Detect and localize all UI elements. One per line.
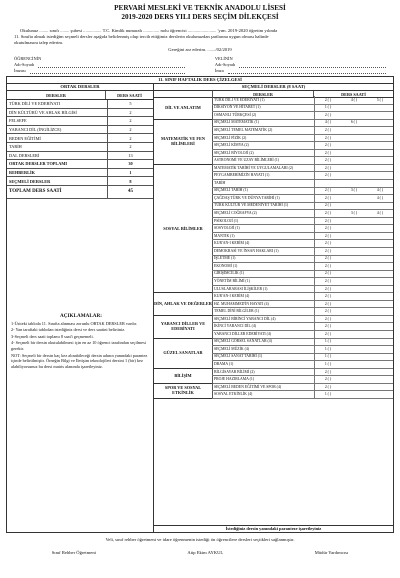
elective-course-name: PSİKOLOJİ (1) bbox=[212, 217, 315, 225]
elective-course-name: İŞLETME (1) bbox=[212, 255, 315, 263]
elective-hour-options bbox=[315, 126, 393, 134]
elective-hour-options bbox=[315, 247, 393, 255]
hour-checkbox[interactable]: 2 ( ) bbox=[324, 135, 332, 140]
hour-checkbox[interactable]: 1 ( ) bbox=[324, 362, 332, 367]
hour-checkbox[interactable]: 1 ( ) bbox=[324, 392, 332, 397]
elective-hour-options bbox=[315, 323, 393, 331]
elective-hour-options bbox=[315, 194, 393, 202]
elective-course-name: KUR'AN-I KERİM (4) bbox=[212, 292, 315, 300]
footnote: Veli, sınıf rehber öğretmeni ve idare öğrenmenin istediği ön öğrencilere dersleri seçtikleri sağlanmıştır. bbox=[105, 537, 295, 542]
elective-course-name: TARİH bbox=[212, 179, 315, 187]
total-hours-label: TOPLAM DERS SAATİ bbox=[7, 186, 108, 198]
hour-checkbox[interactable]: 3 ( ) bbox=[350, 188, 358, 193]
elective-courses-panel bbox=[154, 84, 393, 532]
elective-hour-options bbox=[315, 390, 393, 398]
hour-checkbox[interactable]: 2 ( ) bbox=[324, 256, 332, 261]
elective-course-name: PROJE HAZIRLAMA (1) bbox=[212, 375, 315, 383]
course-hours: 2 bbox=[129, 135, 132, 141]
course-hours: 8 bbox=[129, 178, 132, 184]
elective-course-name: EKONOMİ (1) bbox=[212, 262, 315, 270]
schedule-table bbox=[6, 84, 394, 533]
elective-course-name: SEÇMELİ TEMEL MATEMATİK (2) bbox=[212, 126, 315, 134]
course-name: SEÇMELİ DERSLER bbox=[7, 177, 108, 185]
elective-hour-options bbox=[315, 119, 393, 127]
hour-checkbox[interactable]: 2 ( ) bbox=[324, 384, 332, 389]
hour-checkbox[interactable]: 1 ( ) bbox=[324, 346, 332, 351]
hour-checkbox[interactable]: 2 ( ) bbox=[324, 331, 332, 336]
elective-hour-options bbox=[315, 368, 393, 376]
hour-checkbox[interactable]: 6 ( ) bbox=[350, 120, 358, 125]
elective-hour-options bbox=[315, 292, 393, 300]
hour-checkbox[interactable]: 4 ( ) bbox=[324, 120, 332, 125]
parent-sign-field[interactable] bbox=[228, 68, 386, 74]
elective-hour-options bbox=[315, 375, 393, 383]
elective-course-name: YÖNETİM BİLİMİ (1) bbox=[212, 277, 315, 285]
elective-course-name: SEÇMELİ COĞRAFYA (2) bbox=[212, 209, 315, 217]
elective-course-name: SEÇMELİ BİRİNCİ YABANCI DİL (4) bbox=[212, 315, 315, 323]
hour-checkbox[interactable]: 1 ( ) bbox=[324, 105, 332, 110]
form-title: 2019-2020 DERS YILI DERS SEÇİM DİLEKÇESİ bbox=[121, 13, 279, 21]
hour-checkbox[interactable]: 2 ( ) bbox=[324, 233, 332, 238]
course-name: DİN KÜLTÜRÜ VE AHLAK BİLGİSİ bbox=[7, 109, 108, 117]
intro-line-2: 11. Sınıfta almak istediğim seçmeli dersler aşağıda belirlenmiş olup tercih ettiğimiz derslerin okulunuzdan şartlarına uygun olması halinde bbox=[14, 34, 269, 39]
parent-sign-label: İmza bbox=[214, 68, 224, 73]
hour-checkbox[interactable]: 3 ( ) bbox=[350, 211, 358, 216]
elective-course-name: SOSYAL ETKİNLİK (4) bbox=[212, 390, 315, 398]
elective-course-name: PEYGAMBERİMİZİN HAYATI (1) bbox=[212, 172, 315, 180]
elective-course-name: İKİNCİ YABANCI DİL (4) bbox=[212, 323, 315, 331]
course-hours: 2 bbox=[129, 127, 132, 133]
elective-hour-options bbox=[315, 300, 393, 308]
common-course-row bbox=[7, 169, 153, 178]
hour-checkbox[interactable]: 2 ( ) bbox=[324, 150, 332, 155]
note-item: 2- Yan taraftaki tablodan istediğiniz dersi ve ders saatini belirtiniz. bbox=[11, 327, 126, 333]
common-courses-colheads bbox=[7, 91, 153, 100]
course-name: YABANCI DİL (İNGİLİZCE) bbox=[7, 126, 108, 134]
intro-line-1: Okulunuz ........ sınıfı ........ şubesi ................ T.C. Kimlik numaralı .............. nolu öğrencisi ......................... 'yım. 2019-2020 öğretim yılında bbox=[20, 28, 278, 33]
course-hours: 2 bbox=[129, 144, 132, 150]
elective-hour-options bbox=[315, 285, 393, 293]
instruction-footer: İstediğiniz dersin yanındaki paranteze işaretleyiniz bbox=[154, 525, 393, 532]
elective-hour-options bbox=[315, 134, 393, 142]
elective-hour-options bbox=[315, 179, 393, 187]
hour-checkbox[interactable]: 2 ( ) bbox=[324, 112, 332, 117]
elective-course-name: MATEMATİK TARİHİ VE UYGULAMALARI (2) bbox=[212, 164, 315, 172]
col-elective-hours: DERS SAATİ bbox=[341, 91, 366, 97]
elective-category: YABANCI DİLLER VE EDEBİYATI bbox=[154, 315, 213, 339]
note-item: NOT: Seçmeli bir dersin kaç kez alınabileceği dersin adının yanındaki parantez içinde belirtilmiştir. Örneğin Bilgi ve İletişim teknolojileri dersini 1 (bir) kez alabiliyorsunuz bu dersi matris alanında işaretleyiniz. bbox=[11, 352, 148, 369]
hour-checkbox[interactable]: 2 ( ) bbox=[324, 97, 332, 102]
teacher-label: Sınıf Rehber Öğretmeni bbox=[51, 550, 96, 555]
hour-checkbox[interactable]: 2 ( ) bbox=[324, 127, 332, 132]
staff-name: Atip Ekim AYKUL bbox=[187, 550, 224, 555]
elective-course-name: SEÇMELİ SANAT TARİHİ (1) bbox=[212, 353, 315, 361]
total-hours-value: 45 bbox=[128, 189, 133, 195]
hour-checkbox[interactable]: 2 ( ) bbox=[324, 226, 332, 231]
elective-course-name: GİRİŞİMCİLİK (1) bbox=[212, 270, 315, 278]
common-course-row bbox=[7, 100, 153, 109]
hour-checkbox[interactable]: 5 ( ) bbox=[376, 97, 384, 102]
course-name: TÜRK DİLİ VE EDEBİYATI bbox=[7, 100, 108, 108]
course-hours: 5 bbox=[129, 101, 132, 107]
hour-checkbox[interactable]: 2 ( ) bbox=[324, 263, 332, 268]
hour-checkbox[interactable]: 2 ( ) bbox=[324, 309, 332, 314]
common-courses-header: ORTAK DERSLER bbox=[7, 84, 153, 91]
elective-hour-options bbox=[315, 307, 393, 315]
elective-course-name: KUR'AN-I KERİM (4) bbox=[212, 239, 315, 247]
col-hours: DERS SAATİ bbox=[117, 92, 142, 98]
elective-hour-options bbox=[315, 232, 393, 240]
elective-hour-options bbox=[315, 156, 393, 164]
signature-block bbox=[6, 56, 394, 74]
notes-section bbox=[11, 314, 151, 370]
school-title: PERVARİ MESLEKİ VE TEKNİK ANADOLU LİSESİ bbox=[114, 4, 286, 12]
course-name: BEDEN EĞİTİMİ bbox=[7, 134, 108, 142]
elective-hour-options bbox=[315, 353, 393, 361]
hour-checkbox[interactable]: 2 ( ) bbox=[324, 324, 332, 329]
elective-hour-options bbox=[315, 262, 393, 270]
elective-course-row bbox=[212, 390, 393, 399]
elective-course-name: SEÇMELİ MÜZİK (4) bbox=[212, 345, 315, 353]
elective-category: DİL VE ANLATIM bbox=[154, 96, 213, 120]
intro-line-3: okutulmasını talep ederim. bbox=[14, 40, 64, 45]
elective-category: DİN, AHLAK VE DEĞERLER bbox=[154, 292, 213, 316]
common-course-row bbox=[7, 152, 153, 161]
course-name: TARİH bbox=[7, 143, 108, 151]
course-name: DAL DERSLERİ bbox=[7, 152, 108, 160]
common-course-row bbox=[7, 109, 153, 118]
course-hours: 2 bbox=[129, 118, 132, 124]
elective-course-name: SEÇMELİ GÖRSEL SANATLAR (4) bbox=[212, 338, 315, 346]
hour-checkbox[interactable]: 2 ( ) bbox=[324, 158, 332, 163]
common-course-row bbox=[7, 160, 153, 169]
hour-checkbox[interactable]: 2 ( ) bbox=[324, 294, 332, 299]
request-date: Gereğini arz ederim. ......./02/2019 bbox=[168, 47, 232, 52]
elective-course-name: ÇAĞDAŞ TÜRK VE DÜNYA TARİHİ (1) bbox=[212, 194, 315, 202]
elective-courses-header: SEÇMELİ DERSLER (8 SAAT) bbox=[154, 84, 393, 91]
course-hours: 13 bbox=[128, 152, 133, 158]
elective-hour-options bbox=[315, 172, 393, 180]
elective-hour-options bbox=[315, 104, 393, 112]
parent-signature bbox=[215, 56, 386, 74]
elective-hour-options bbox=[315, 338, 393, 346]
hour-checkbox[interactable]: 2 ( ) bbox=[324, 301, 332, 306]
elective-hour-options bbox=[315, 360, 393, 368]
elective-course-name: MANTIK (1) bbox=[212, 232, 315, 240]
elective-hour-options bbox=[315, 202, 393, 210]
common-course-row bbox=[7, 134, 153, 143]
common-courses-panel bbox=[7, 84, 154, 532]
elective-course-name: TÜRK DİLİ VE EDEBİYATI (1) bbox=[212, 96, 315, 104]
hour-checkbox[interactable]: 2 ( ) bbox=[324, 377, 332, 382]
elective-category: SPOR VE SOSYAL ETKİNLİK bbox=[154, 383, 213, 399]
note-item: 3-Seçmeli ders saati toplamı 8 saat'i geçmemeli. bbox=[11, 333, 94, 339]
elective-hour-options bbox=[315, 383, 393, 391]
elective-course-name: OSMANLI TÜRKÇESİ (2) bbox=[212, 111, 315, 119]
elective-hour-options bbox=[315, 217, 393, 225]
hour-checkbox[interactable]: 2 ( ) bbox=[324, 211, 332, 216]
bottom-signatures bbox=[6, 550, 394, 555]
hour-checkbox[interactable]: 2 ( ) bbox=[324, 143, 332, 148]
elective-course-name: SEÇMELİ BİYOLOJİ (2) bbox=[212, 149, 315, 157]
elective-course-name: YABANCI DİLLER EDEBİYATI (4) bbox=[212, 330, 315, 338]
elective-course-name: SEÇMELİ MATEMATİK (1) bbox=[212, 119, 315, 127]
elective-hour-options bbox=[315, 187, 393, 195]
elective-hour-options bbox=[315, 209, 393, 217]
elective-course-name: SEÇMELİ BEDEN EĞİTİMİ VE SPOR (4) bbox=[212, 383, 315, 391]
hour-checkbox[interactable]: 2 ( ) bbox=[324, 286, 332, 291]
hour-checkbox[interactable]: 2 ( ) bbox=[324, 218, 332, 223]
elective-course-name: SEÇMELİ TARİH (1) bbox=[212, 187, 315, 195]
hour-checkbox[interactable]: 1 ( ) bbox=[324, 339, 332, 344]
hour-checkbox[interactable]: 4 ( ) bbox=[376, 195, 384, 200]
hour-checkbox[interactable]: 2 ( ) bbox=[324, 165, 332, 170]
course-hours: 1 bbox=[129, 170, 132, 176]
hour-checkbox[interactable]: 2 ( ) bbox=[324, 316, 332, 321]
hour-checkbox[interactable]: 2 ( ) bbox=[324, 271, 332, 276]
parent-label: VELİNİN bbox=[214, 56, 233, 61]
elective-hour-options bbox=[315, 277, 393, 285]
elective-course-name: TÜRK KÜLTÜR VE MEDENİYET TARİHİ (1) bbox=[212, 202, 315, 210]
hour-checkbox[interactable]: 2 ( ) bbox=[324, 195, 332, 200]
common-course-row bbox=[7, 177, 153, 186]
student-label: ÖĞRENCİNİN bbox=[14, 56, 42, 61]
hour-checkbox[interactable]: 2 ( ) bbox=[324, 241, 332, 246]
elective-course-name: HZ. MUHAMMED'İN HAYATI (4) bbox=[212, 300, 315, 308]
course-hours: 30 bbox=[128, 161, 133, 167]
elective-hour-options bbox=[315, 345, 393, 353]
elective-hour-options bbox=[315, 96, 393, 104]
student-sign-label: İmzası bbox=[14, 68, 26, 73]
hour-checkbox[interactable]: 4 ( ) bbox=[350, 97, 358, 102]
elective-hour-options bbox=[315, 164, 393, 172]
elective-hour-options bbox=[315, 239, 393, 247]
elective-category: GÜZEL SANATLAR bbox=[154, 338, 213, 369]
elective-category: BİLİŞİM bbox=[154, 368, 213, 384]
course-name: FELSEFE bbox=[7, 117, 108, 125]
col-elective-course: DERSLER bbox=[213, 91, 314, 97]
note-item: 1-Üstteki tabloda 11. Sınıfta alınması zorunlu ORTAK DERSLER vardır. bbox=[11, 320, 137, 326]
elective-hour-options bbox=[315, 270, 393, 278]
elective-course-name: DEMOKRASİ VE İNSAN HAKLARI (1) bbox=[212, 247, 315, 255]
elective-course-name: SEÇMELİ KİMYA (2) bbox=[212, 141, 315, 149]
elective-category: SOSYAL BİLİMLER bbox=[154, 164, 213, 293]
student-name-label: Adı-Soyadı bbox=[14, 62, 35, 67]
hour-checkbox[interactable]: 2 ( ) bbox=[324, 203, 332, 208]
common-courses-list bbox=[7, 100, 153, 186]
elective-hour-options bbox=[315, 330, 393, 338]
parent-name-label: Adı-Soyadı bbox=[214, 62, 236, 67]
elective-course-name: SOSYOLOJİ (1) bbox=[212, 224, 315, 232]
student-signature bbox=[14, 56, 185, 74]
hour-checkbox[interactable]: 4 ( ) bbox=[376, 188, 384, 193]
elective-course-name: ULUSLARARASI İLİŞKİLER (1) bbox=[212, 285, 315, 293]
hour-checkbox[interactable]: 2 ( ) bbox=[324, 278, 332, 283]
notes-list bbox=[11, 321, 151, 370]
course-name: REHBERLİK bbox=[7, 169, 108, 177]
elective-hour-options bbox=[315, 111, 393, 119]
elective-course-name: BİLGİSAYAR BİLİMİ (2) bbox=[212, 368, 315, 376]
student-sign-field[interactable] bbox=[30, 68, 185, 74]
hour-checkbox[interactable]: 2 ( ) bbox=[324, 248, 332, 253]
section-title: 11. SINIF HAFTALIK DERS ÇİZELGESİ bbox=[6, 76, 394, 84]
hour-checkbox[interactable]: 2 ( ) bbox=[324, 188, 332, 193]
vice-principal-label: Müdür Yardımcısı bbox=[314, 550, 349, 555]
hour-checkbox[interactable]: 4 ( ) bbox=[376, 211, 384, 216]
col-course: DERSLER bbox=[7, 91, 106, 99]
elective-hour-options bbox=[315, 149, 393, 157]
elective-hour-options bbox=[315, 255, 393, 263]
hour-checkbox[interactable]: 2 ( ) bbox=[324, 369, 332, 374]
elective-course-name: DİKSİYON VE HİTABET (1) bbox=[212, 104, 315, 112]
hour-checkbox[interactable]: 1 ( ) bbox=[324, 354, 332, 359]
common-course-row bbox=[7, 117, 153, 126]
note-item: 4- Seçmeli bir dersin okutulabilmesi için en az 10 öğrenci tarafından seçilmesi gerekir. bbox=[11, 340, 146, 351]
total-hours-row bbox=[7, 186, 153, 199]
notes-title: AÇIKLAMALAR: bbox=[59, 313, 103, 319]
course-hours: 2 bbox=[129, 109, 132, 115]
elective-course-name: DRAMA (1) bbox=[212, 360, 315, 368]
elective-course-name: ASTRONOMİ VE UZAY BİLİMLERİ (1) bbox=[212, 156, 315, 164]
hour-checkbox[interactable]: 2 ( ) bbox=[324, 173, 332, 178]
course-name: ORTAK DERSLER TOPLAMI bbox=[7, 160, 108, 168]
elective-course-name: SEÇMELİ FİZİK (2) bbox=[212, 134, 315, 142]
elective-category: MATEMATİK VE FEN BİLİMLERİ bbox=[154, 119, 213, 165]
elective-hour-options bbox=[315, 141, 393, 149]
elective-course-name: TEMEL DİNİ BİLGİLER (1) bbox=[212, 307, 315, 315]
common-course-row bbox=[7, 143, 153, 152]
elective-hour-options bbox=[315, 315, 393, 323]
elective-hour-options bbox=[315, 224, 393, 232]
common-course-row bbox=[7, 126, 153, 135]
form-page bbox=[6, 4, 394, 555]
